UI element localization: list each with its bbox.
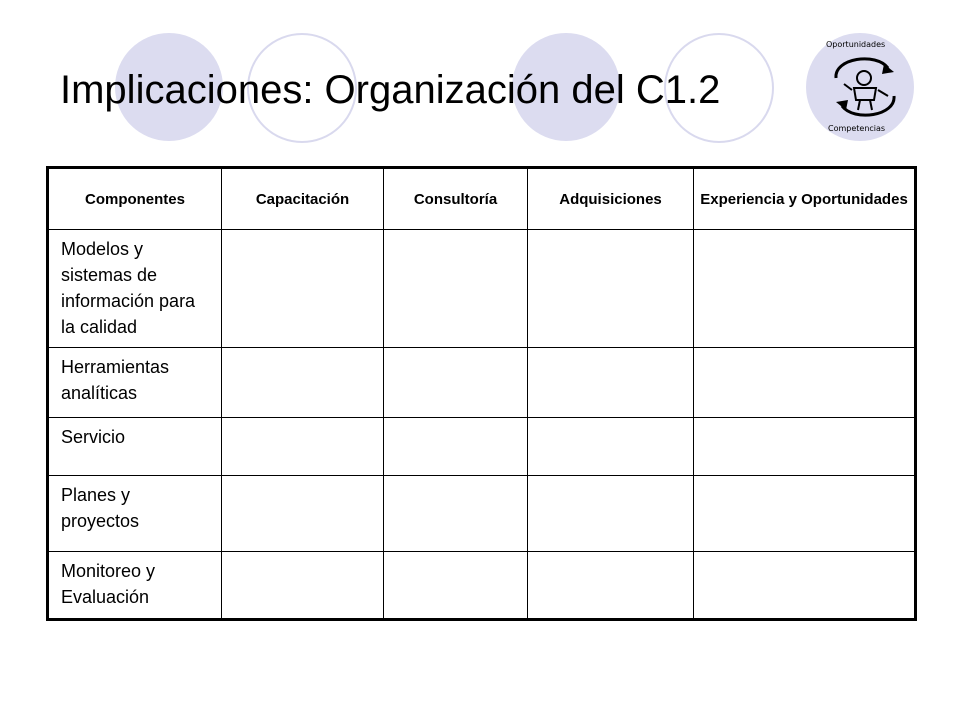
row-label: Monitoreo y Evaluación xyxy=(48,552,222,620)
table-row xyxy=(48,418,916,476)
row-label: Herramientas analíticas xyxy=(48,348,222,418)
table-cell xyxy=(222,230,384,348)
table-cell xyxy=(222,552,384,620)
row-label: Planes y proyectos xyxy=(48,476,222,552)
table-cell xyxy=(694,230,916,348)
table-row xyxy=(48,348,916,418)
header-capacitacion: Capacitación xyxy=(222,168,384,230)
table-cell xyxy=(528,552,694,620)
slide-title: Implicaciones: Organización del C1.2 xyxy=(60,68,721,112)
table-cell xyxy=(384,418,528,476)
cycle-logo xyxy=(818,34,914,138)
table-cell xyxy=(694,476,916,552)
table-cell xyxy=(384,552,528,620)
components-table xyxy=(46,166,917,621)
table-cell xyxy=(528,476,694,552)
table-row xyxy=(48,476,916,552)
logo-top-label: Oportunidades xyxy=(826,40,886,49)
table-cell xyxy=(384,476,528,552)
table-cell xyxy=(694,348,916,418)
table-row xyxy=(48,230,916,348)
table-row xyxy=(48,552,916,620)
row-label: Servicio xyxy=(48,418,222,476)
table-cell xyxy=(694,552,916,620)
row-label: Modelos y sistemas de información para la calidad xyxy=(48,230,222,348)
table-cell xyxy=(528,230,694,348)
header-componentes: Componentes xyxy=(48,168,222,230)
cycle-arrows-icon xyxy=(818,34,914,138)
logo-bottom-label: Competencias xyxy=(828,124,886,133)
header-adquisiciones: Adquisiciones xyxy=(528,168,694,230)
table-cell xyxy=(384,348,528,418)
table-cell xyxy=(384,230,528,348)
table-cell xyxy=(528,418,694,476)
table-cell xyxy=(694,418,916,476)
header-consultoria: Consultoría xyxy=(384,168,528,230)
table-cell xyxy=(222,418,384,476)
table-header-row xyxy=(48,168,916,230)
table-cell xyxy=(222,348,384,418)
table-cell xyxy=(528,348,694,418)
table-cell xyxy=(222,476,384,552)
header-experiencia-oportunidades: Experiencia y Oportunidades xyxy=(694,168,916,230)
